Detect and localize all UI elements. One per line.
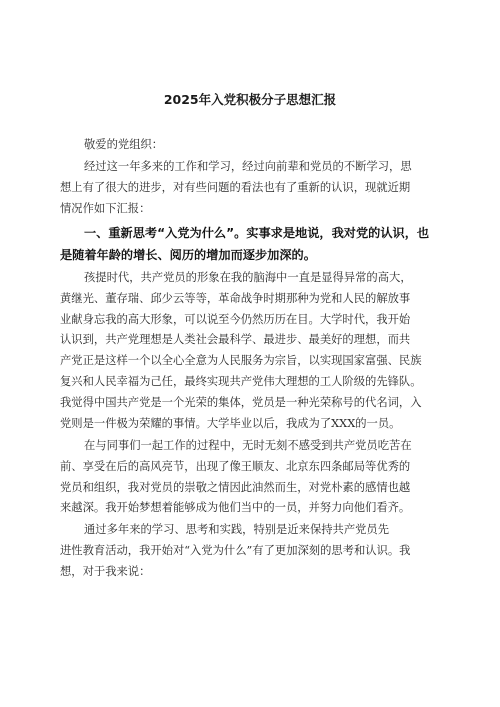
text-line: 进性教育活动，我开始对“入党为什么”有了更加深刻的思考和认识。我: [60, 543, 411, 557]
text-line: 经过这一年多来的工作和学习，经过向前辈和党员的不断学习，思: [84, 160, 412, 173]
heading-line: 是随着年龄的增长、阅历的增加而逐步加深的。: [60, 248, 316, 262]
text-line: 来越深。我开始梦想着能够成为他们当中的一员，并努力向他们看齐。: [60, 501, 411, 515]
text-line: 前、享受在后的高风亮节，出现了像王顺友、北京东四条邮局等优秀的: [60, 459, 411, 473]
text-line: 孩提时代，共产党员的形象在我的脑海中一直是显得异常的高大，: [84, 271, 412, 284]
text-line: 复兴和人民幸福为己任，最终实现共产党伟大理想的工人阶级的先锋队。: [60, 374, 422, 388]
text-line: 业献身忘我的高大形象，可以说至今仍然历历在目。大学时代，我开始: [60, 312, 411, 326]
text-line: 党则是一件极为荣耀的事情。大学毕业以后，我成为了XXX的一员。: [60, 416, 401, 430]
text-line: 我觉得中国共产党是一个光荣的集体，党员是一种光荣称号的代名词，入: [60, 395, 422, 409]
paragraph-3: [60, 520, 444, 582]
text-line: 通过多年来的学习、思考和实践，特别是近来保持共产党员先: [84, 523, 390, 536]
intro-paragraph: [60, 157, 444, 219]
text-line: 想上有了很大的进步，对有些问题的看法也有了重新的认识，现就近期: [60, 180, 411, 194]
text-line: 党员和组织，我对党员的崇敬之情因此油然而生，对党朴素的感情也越: [60, 480, 411, 494]
text-line: 黄继光、董存瑞、邱少云等等，革命战争时期那种为党和人民的解放事: [60, 291, 411, 305]
paragraph-2: [60, 436, 444, 519]
text-line: 在与同事们一起工作的过程中，无时无刻不感受到共产党员吃苦在: [84, 439, 412, 452]
paragraph-1: [60, 268, 444, 434]
text-line: 产党正是这样一个以全心全意为人民服务为宗旨，以实现国家富强、民族: [60, 354, 422, 368]
text-line: 认识到，共产党理想是人类社会最科学、最进步、最美好的理想，而共: [60, 333, 411, 347]
text-line: 想，对于我来说：: [60, 564, 151, 578]
section-heading: [60, 222, 450, 266]
document-title: 2025年入党积极分子思想汇报: [163, 92, 337, 107]
text-line: 情况作如下汇报：: [60, 201, 151, 215]
salutation: 敬爱的党组织：: [84, 138, 164, 151]
heading-line: 一、重新思考“入党为什么”。实事求是地说，我对党的认识，也: [84, 226, 430, 240]
